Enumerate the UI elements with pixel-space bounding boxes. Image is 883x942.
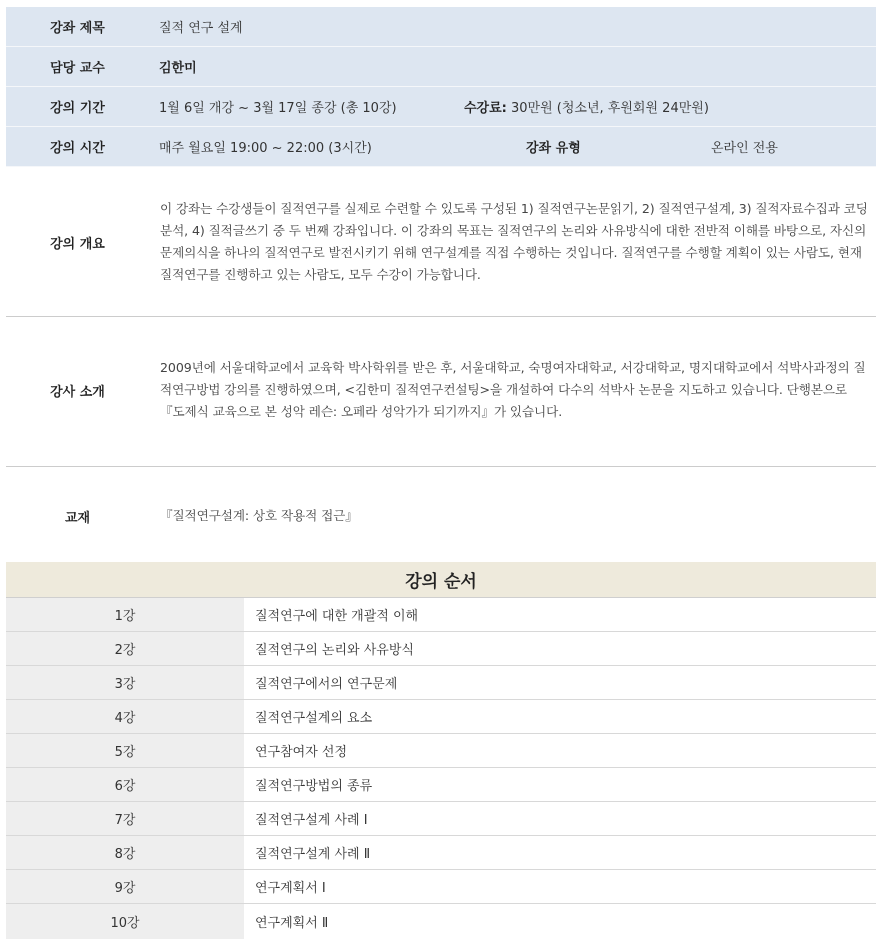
- instructor-value: [149, 57, 197, 76]
- type-label: 강좌 유형: [526, 141, 581, 156]
- course-info-table: [6, 7, 876, 167]
- table-row: [6, 802, 876, 836]
- table-row: [6, 904, 876, 939]
- course-title-value: 질적 연구 설계: [159, 21, 243, 36]
- lecture-title: 연구계획서 Ⅱ: [244, 904, 876, 939]
- lecture-number: 5강: [6, 734, 244, 767]
- instructor-intro-label: 강사 소개: [50, 384, 105, 400]
- divider: [6, 466, 876, 467]
- course-title-label: 강좌 제목: [50, 21, 105, 36]
- textbook-label: 교재: [64, 510, 91, 526]
- time-value: 매주 월요일 19:00 ~ 22:00 (3시간): [159, 141, 372, 156]
- table-row: [6, 870, 876, 904]
- table-row: [6, 768, 876, 802]
- textbook-text: 『질적연구설계: 상호 작용적 접근』: [160, 508, 358, 523]
- table-row: [6, 734, 876, 768]
- lecture-title: 질적연구설계 사례 Ⅱ: [244, 836, 876, 869]
- lecture-number: 2강: [6, 632, 244, 665]
- lecture-number: 1강: [6, 598, 244, 631]
- schedule-table: [6, 598, 876, 939]
- overview-label: 강의 개요: [50, 236, 105, 252]
- lecture-title: 연구계획서 Ⅰ: [244, 870, 876, 903]
- lecture-number: 3강: [6, 666, 244, 699]
- lecture-title: 질적연구에서의 연구문제: [244, 666, 876, 699]
- info-row-instructor: [6, 47, 876, 87]
- table-row: [6, 836, 876, 870]
- info-row-time: [6, 127, 876, 167]
- instructor-name: 김한미: [159, 61, 197, 76]
- time-label: 강의 시간: [50, 141, 105, 156]
- lecture-title: 질적연구방법의 종류: [244, 768, 876, 801]
- lecture-number: 6강: [6, 768, 244, 801]
- overview-text: 이 강좌는 수강생들이 질적연구를 실제로 수련할 수 있도록 구성된 1) 질적연구논문읽기, 2) 질적연구설계, 3) 질적자료수집과 코딩분석, 4) 질적글쓰기 중 두 번째 강좌입니다. 이 강좌의 목표는 질적연구의 논리와 사유방식에 대한 전반적 이해를 바탕으로, 자신의 문제의식을 하나의 질적연구로 발전시키기 위해 연구설계를 직접 수행하는 것입니다. 질적연구를 수행할 계획이 있는 사람도, 현재 질적연구를 진행하고 있는 사람도, 모두 수강이 가능합니다.: [160, 201, 868, 282]
- fee-value: 30만원 (청소년, 후원회원 24만원): [506, 101, 709, 116]
- type-value: 온라인 전용: [711, 141, 778, 156]
- lecture-title: 질적연구에 대한 개괄적 이해: [244, 598, 876, 631]
- schedule-heading: 강의 순서: [6, 562, 876, 598]
- textbook-block: [6, 504, 876, 528]
- lecture-title: 질적연구설계 사례 Ⅰ: [244, 802, 876, 835]
- period-label: 강의 기간: [50, 101, 105, 116]
- divider: [6, 316, 876, 317]
- overview-block: [6, 192, 876, 292]
- table-row: [6, 632, 876, 666]
- lecture-title: 질적연구설계의 요소: [244, 700, 876, 733]
- info-row-period: [6, 87, 876, 127]
- info-row-title: [6, 7, 876, 47]
- fee-value-wrap: [454, 97, 709, 116]
- table-row: [6, 666, 876, 700]
- fee-label: 수강료:: [464, 101, 507, 116]
- instructor-label: 담당 교수: [50, 61, 105, 76]
- lecture-number: 7강: [6, 802, 244, 835]
- lecture-title: 질적연구의 논리와 사유방식: [244, 632, 876, 665]
- lecture-number: 10강: [6, 904, 244, 939]
- lecture-number: 4강: [6, 700, 244, 733]
- period-value: 1월 6일 개강 ~ 3월 17일 종강 (총 10강): [159, 101, 397, 116]
- table-row: [6, 700, 876, 734]
- instructor-intro-block: [6, 345, 876, 435]
- lecture-number: 8강: [6, 836, 244, 869]
- instructor-intro-text: 2009년에 서울대학교에서 교육학 박사학위를 받은 후, 서울대학교, 숙명여자대학교, 서강대학교, 명지대학교에서 석박사과정의 질적연구방법 강의를 진행하였으며, <김한미 질적연구컨설팅>을 개설하여 다수의 석박사 논문을 지도하고 있습니다. 단행본으로 『도제식 교육으로 본 성악 레슨: 오페라 성악가가 되기까지』가 있습니다.: [160, 360, 866, 419]
- lecture-title: 연구참여자 선정: [244, 734, 876, 767]
- lecture-number: 9강: [6, 870, 244, 903]
- table-row: [6, 598, 876, 632]
